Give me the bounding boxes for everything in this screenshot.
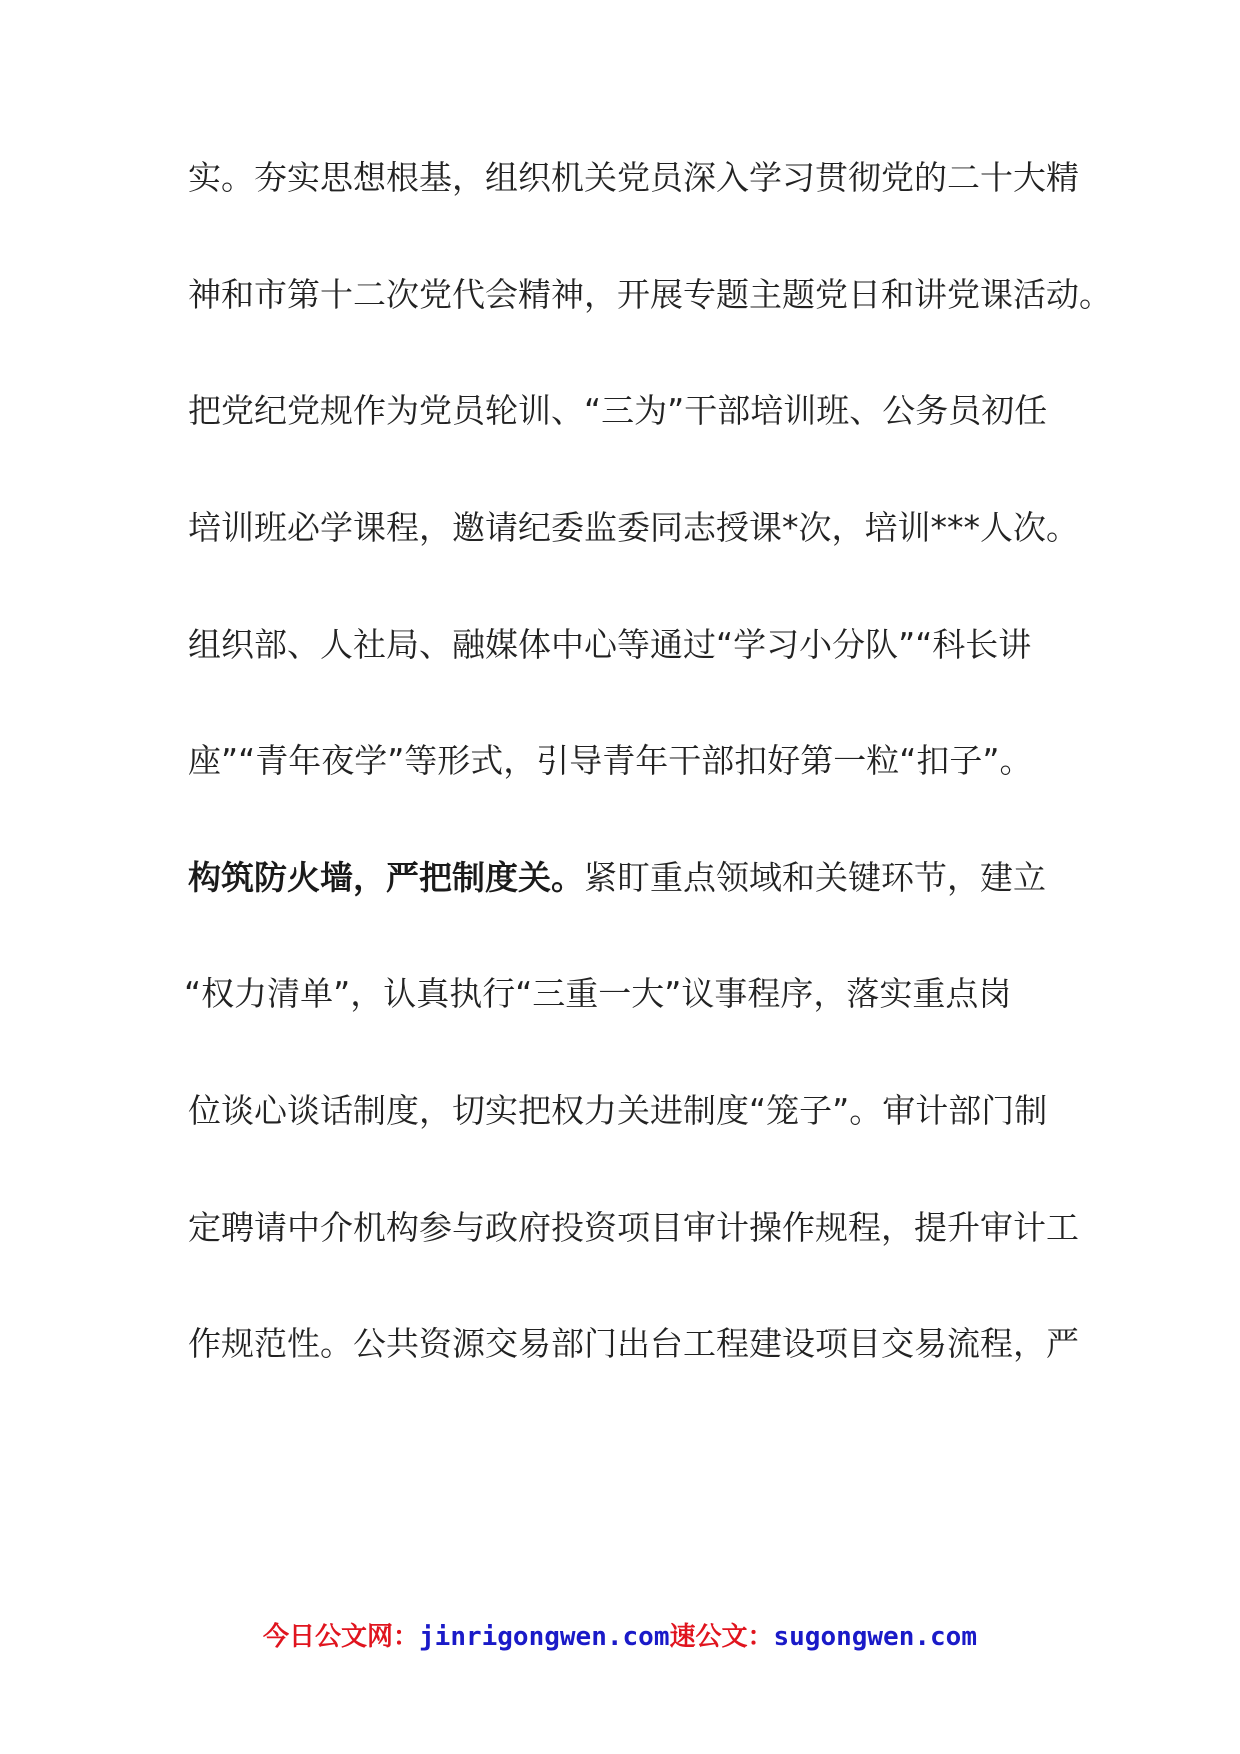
paragraph-line: 培训班必学课程，邀请纪委监委同志授课*次，培训***人次。 xyxy=(188,508,1079,547)
paragraph-line: 位谈心谈话制度，切实把权力关进制度“笼子”。审计部门制 xyxy=(188,1091,1048,1130)
paragraph-line: 实。夯实思想根基，组织机关党员深入学习贯彻党的二十大精 xyxy=(188,158,1079,197)
footer-site2-url[interactable]: sugongwen.com xyxy=(773,1622,977,1652)
paragraph-line: 神和市第十二次党代会精神，开展专题主题党日和讲党课活动。 xyxy=(188,275,1112,314)
section-first-line xyxy=(188,858,1068,898)
footer-site2-name: 速公文： xyxy=(669,1622,774,1652)
paragraph-line: 组织部、人社局、融媒体中心等通过“学习小分队”“科长讲 xyxy=(188,625,1032,664)
paragraph-line: “权力清单”，认真执行“三重一大”议事程序，落实重点岗 xyxy=(184,974,1012,1013)
footer-site1-name: 今日公文网： xyxy=(263,1622,420,1652)
footer-watermark xyxy=(0,1620,1240,1654)
paragraph-line: 作规范性。公共资源交易部门出台工程建设项目交易流程，严 xyxy=(188,1324,1079,1363)
paragraph-line: 定聘请中介机构参与政府投资项目审计操作规程，提升审计工 xyxy=(188,1208,1079,1247)
paragraph-line: 座”“青年夜学”等形式，引导青年干部扣好第一粒“扣子”。 xyxy=(188,741,1033,780)
section-heading: 构筑防火墙，严把制度关。 xyxy=(188,858,584,897)
footer-site1-url[interactable]: jinrigongwen.com xyxy=(419,1622,670,1652)
paragraph-line: 把党纪党规作为党员轮训、“三为”干部培训班、公务员初任 xyxy=(188,391,1048,430)
section-first-line-text: 紧盯重点领域和关键环节，建立 xyxy=(584,858,1046,897)
